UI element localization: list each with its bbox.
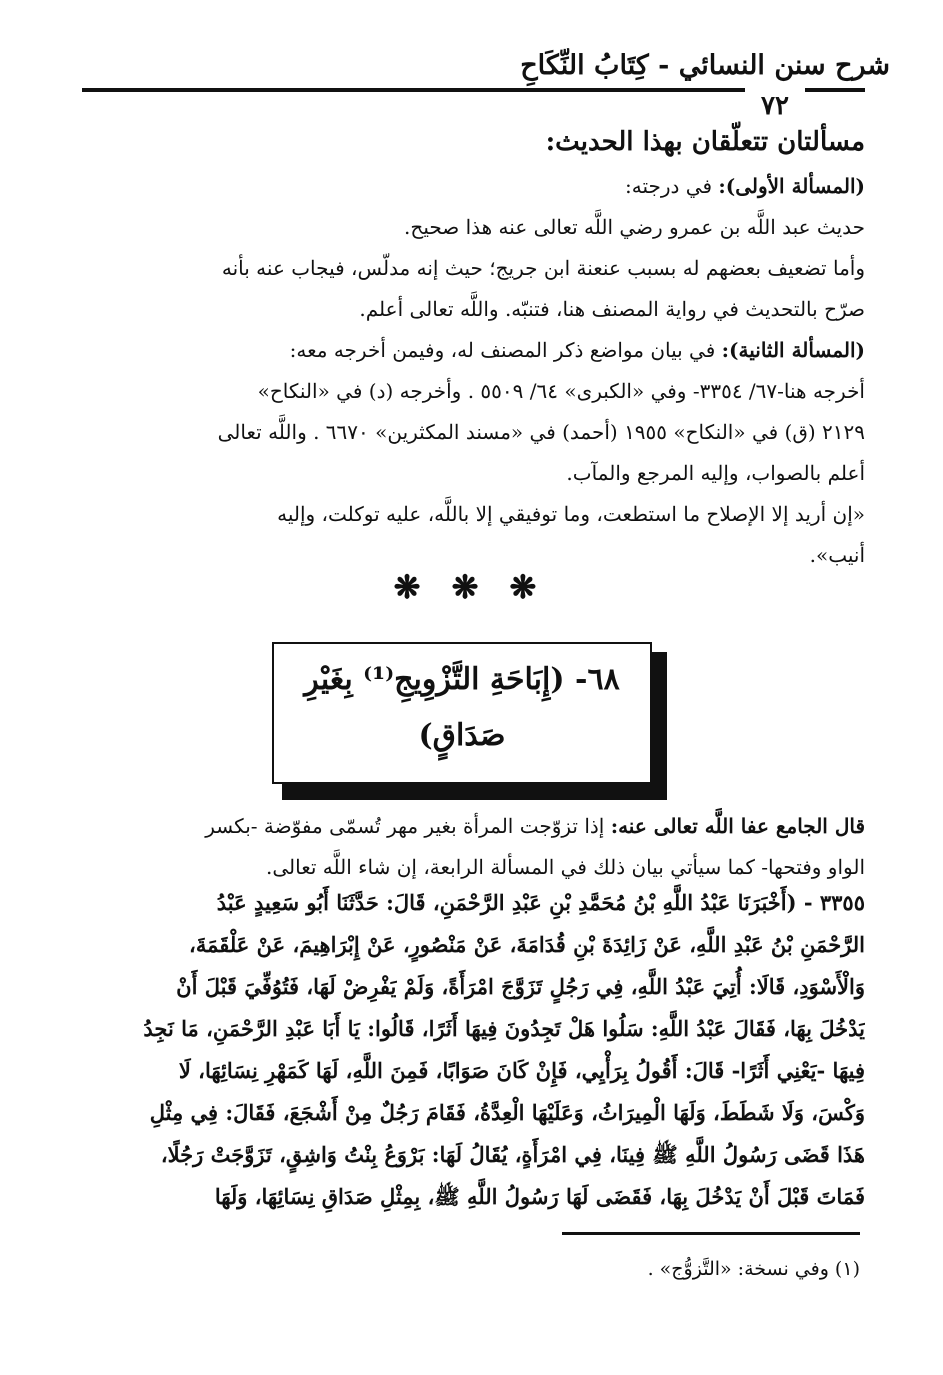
second-issue-label: (المسألة الثانية): (721, 338, 865, 362)
first-issue-line (82, 166, 865, 207)
hadith-line: هَذَا قَضَى رَسُولُ اللَّهِ ﷺ فِينَا، فِي امْرَأَةٍ، يُقَالُ لَهَا: بَرْوَعُ بِنْتُ وَاشِقٍ، تَزَوَّجَتْ رَجُلًا، (160, 1142, 865, 1167)
issues-heading: مسألتان تتعلّقان بهذا الحديث: (545, 127, 865, 157)
hadith-line: الرَّحْمَنِ بْنُ عَبْدِ اللَّهِ، عَنْ زَائِدَةَ بْنِ قُدَامَةَ، عَنْ مَنْصُورٍ، عَنْ إِبْرَاهِيمَ، عَنْ عَلْقَمَةَ، (189, 932, 865, 957)
intro-paragraph (82, 806, 865, 888)
hadith-line: وَالْأَسْوَدِ، قَالَا: أُتِيَ عَبْدُ اللَّهِ، فِي رَجُلٍ تَزَوَّجَ امْرَأَةً، وَلَمْ يَفْرِضْ لَهَا، فَتُوُفِّيَ قَبْلَ أَنْ (176, 974, 865, 999)
paragraph-line: وأما تضعيف بعضهم له بسبب عنعنة ابن جريج؛ حيث إنه مدلّس، فيجاب عنه بأنه (221, 256, 865, 280)
hadith-line: فَمَاتَ قَبْلَ أَنْ يَدْخُلَ بِهَا، فَقَضَى لَهَا رَسُولُ اللَّهِ ﷺ، بِمِثْلِ صَدَاقِ نِسَائِهَا، وَلَهَا (214, 1184, 865, 1209)
second-issue-line (82, 330, 865, 371)
hadith-line: فِيهَا -يَعْنِي أَثَرًا- قَالَ: أَقُولُ بِرَأْيِي، فَإِنْ كَانَ صَوَابًا، فَمِنَ اللَّهِ، لَهَا كَمَهْرِ نِسَائِهَا، لَا (178, 1058, 865, 1083)
intro-line: الواو وفتحها- كما سيأتي بيان ذلك في المسألة الرابعة، إن شاء اللَّه تعالى. (265, 855, 865, 879)
issues-section (82, 118, 865, 576)
section-separator-stars: ❋ ❋ ❋ (393, 568, 547, 606)
chapter-title-line-1: ٦٨- (إِبَاحَةِ التَّزْوِيجِ⁽¹⁾ بِغَيْرِ (304, 662, 620, 697)
paragraph-line: أعلم بالصواب، وإليه المرجع والمآب. (566, 461, 865, 485)
first-issue-label: (المسألة الأولى): (718, 174, 865, 198)
paragraph-line: أنيب». (809, 543, 865, 567)
hadith-line: يَدْخُلَ بِهَا، فَقَالَ عَبْدُ اللَّهِ: سَلُوا هَلْ تَجِدُونَ فِيهَا أَثَرًا، قَالُوا: يَا أَبَا عَبْدِ الرَّحْمَنِ، مَا نَجِدُ (143, 1016, 865, 1041)
second-issue-text: في بيان مواضع ذكر المصنف له، وفيمن أخرجه معه: (289, 338, 716, 362)
first-issue-text: في درجته: (625, 174, 713, 198)
hadith-line: ٣٣٥٥ - (أَخْبَرَنَا عَبْدُ اللَّهِ بْنُ مُحَمَّدِ بْنِ عَبْدِ الرَّحْمَنِ، قَالَ: حَدَّثَنَا أَبُو سَعِيدٍ عَبْدُ (216, 890, 865, 915)
intro-text: إذا تزوّجت المرأة بغير مهر تُسمّى مفوّضة -بكسر (205, 814, 605, 838)
page-number: ٧٢ (745, 88, 805, 124)
paragraph-line: صرّح بالتحديث في رواية المصنف هنا، فتنبّه. واللَّه تعالى أعلم. (359, 297, 865, 321)
footnote: (١) وفي نسخة: «التَّزوُّج» . (647, 1258, 860, 1280)
paragraph-line: حديث عبد اللَّه بن عمرو رضي اللَّه تعالى عنه هذا صحيح. (404, 215, 865, 239)
paragraph-line: أخرجه هنا-٦٧/ ٣٣٥٤- وفي «الكبرى» ٦٤/ ٥٥٠٩ . وأخرجه (د) في «النكاح» (257, 379, 865, 403)
chapter-title-box (272, 642, 652, 784)
chapter-title-line-2: صَدَاقٍ) (418, 718, 506, 753)
intro-line (82, 806, 865, 847)
hadith-text (82, 882, 865, 1218)
hadith-line: وَكْسَ، وَلَا شَطَطَ، وَلَهَا الْمِيرَاثُ، وَعَلَيْهَا الْعِدَّةُ، فَقَامَ رَجُلٌ مِنْ أَشْجَعَ، فَقَالَ: فِي مِثْلِ (149, 1100, 865, 1125)
running-header-title: شرح سنن النسائي - كِتَابُ النِّكَاحِ (520, 50, 890, 81)
paragraph-line: ٢١٢٩ (ق) في «النكاح» ١٩٥٥ (أحمد) في «مسند المكثرين» ٦٦٧٠ . واللَّه تعالى (217, 420, 865, 444)
intro-label: قال الجامع عفا اللَّه تعالى عنه: (610, 814, 865, 838)
paragraph-line: «إن أريد إلا الإصلاح ما استطعت، وما توفيقي إلا باللَّه، عليه توكلت، وإليه (277, 502, 865, 526)
footnote-rule (562, 1232, 860, 1235)
